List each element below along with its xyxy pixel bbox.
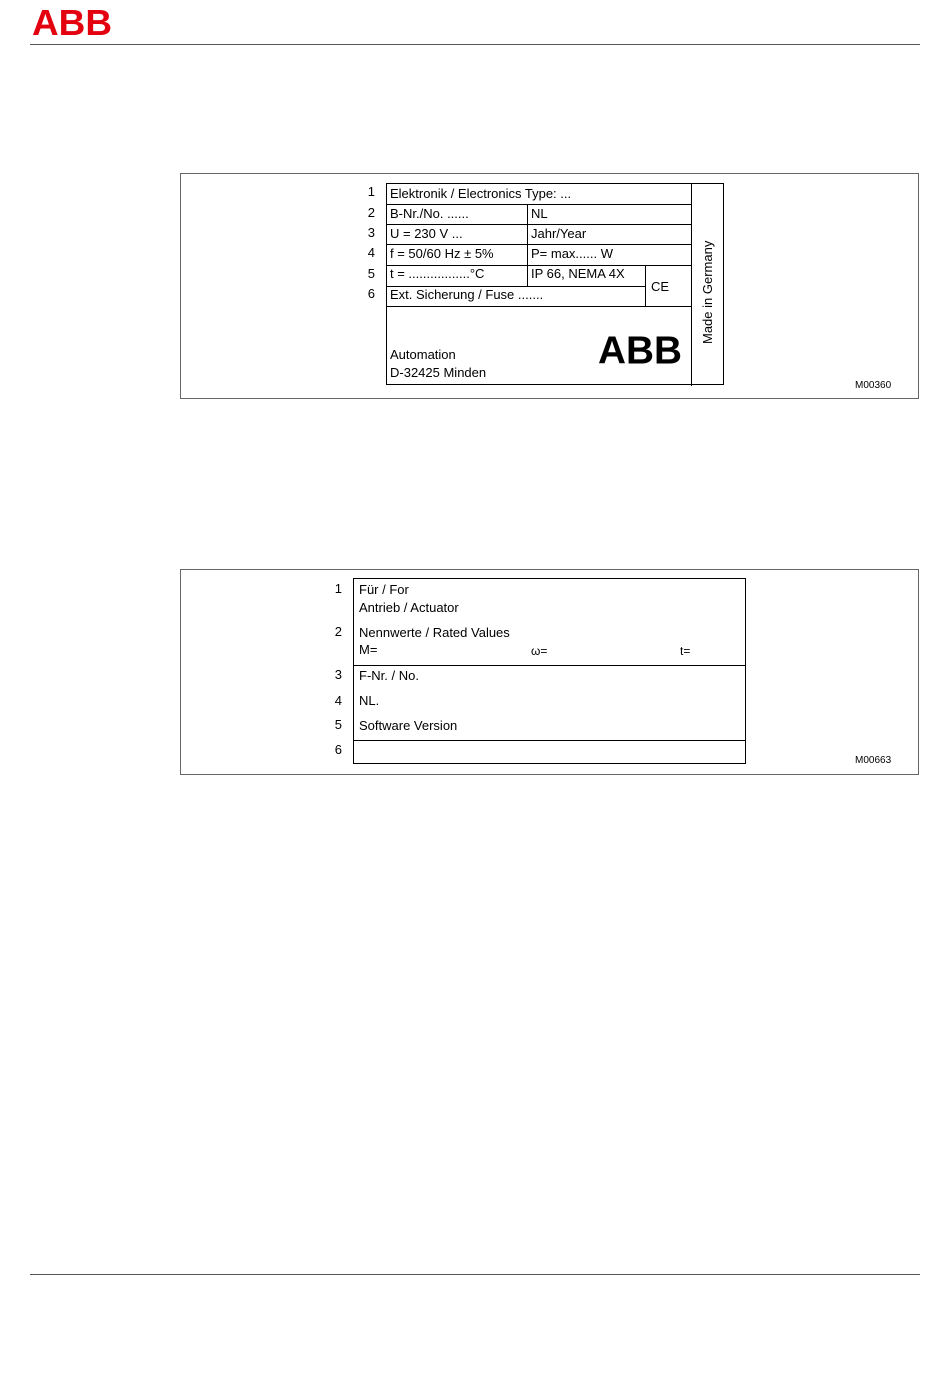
row-number-4: 4 [334, 693, 342, 708]
row-number-1: 1 [334, 581, 342, 596]
made-in-germany-label: Made in Germany [700, 240, 715, 344]
svg-text:ABB: ABB [598, 332, 682, 365]
rated-values-label: Nennwerte / Rated Values [359, 625, 510, 640]
protection-class-field: IP 66, NEMA 4X [531, 266, 625, 281]
time-label: t= [680, 644, 691, 658]
row-number-6: 6 [334, 742, 342, 757]
software-version-label: Software Version [359, 718, 458, 733]
ce-mark: CE [651, 279, 670, 294]
row-number-5: 5 [334, 717, 342, 732]
header-rule [30, 44, 920, 45]
svg-text:ABB: ABB [32, 7, 112, 37]
company-line-1: Automation [390, 347, 456, 362]
nameplate-electronics [386, 183, 724, 385]
electronics-type: Elektronik / Electronics Type: ... [390, 186, 572, 201]
speed-label: ω= [531, 644, 548, 658]
fuse-field: Ext. Sicherung / Fuse ....... [390, 287, 544, 302]
f-number-label: F-Nr. / No. [359, 668, 419, 683]
actuator-label: Antrieb / Actuator [359, 600, 459, 615]
frequency-field: f = 50/60 Hz ± 5% [390, 246, 494, 261]
row-number-2: 2 [367, 205, 375, 220]
for-label: Für / For [359, 582, 409, 597]
plate-abb-logo [598, 332, 682, 365]
row-number-1: 1 [367, 184, 375, 199]
torque-label: M= [359, 642, 378, 657]
row-number-2: 2 [334, 624, 342, 639]
voltage-field: U = 230 V ... [390, 226, 463, 241]
figure2-id: M00663 [855, 755, 892, 766]
row-number-6: 6 [367, 286, 375, 301]
footer-rule [30, 1274, 920, 1275]
row-number-5: 5 [367, 266, 375, 281]
power-field: P= max...... W [531, 246, 613, 261]
abb-logo [32, 7, 112, 37]
row-number-3: 3 [334, 667, 342, 682]
row-number-4: 4 [367, 245, 375, 260]
serial-number-field: B-Nr./No. ...... [390, 206, 469, 221]
nameplate-actuator [353, 578, 746, 764]
nl-label: NL. [359, 693, 380, 708]
row-number-3: 3 [367, 225, 375, 240]
company-line-2: D-32425 Minden [390, 365, 487, 380]
nl-field: NL [531, 206, 548, 221]
figure1-id: M00360 [855, 380, 892, 391]
temperature-field: t = .................°C [390, 266, 485, 281]
year-field: Jahr/Year [531, 226, 587, 241]
